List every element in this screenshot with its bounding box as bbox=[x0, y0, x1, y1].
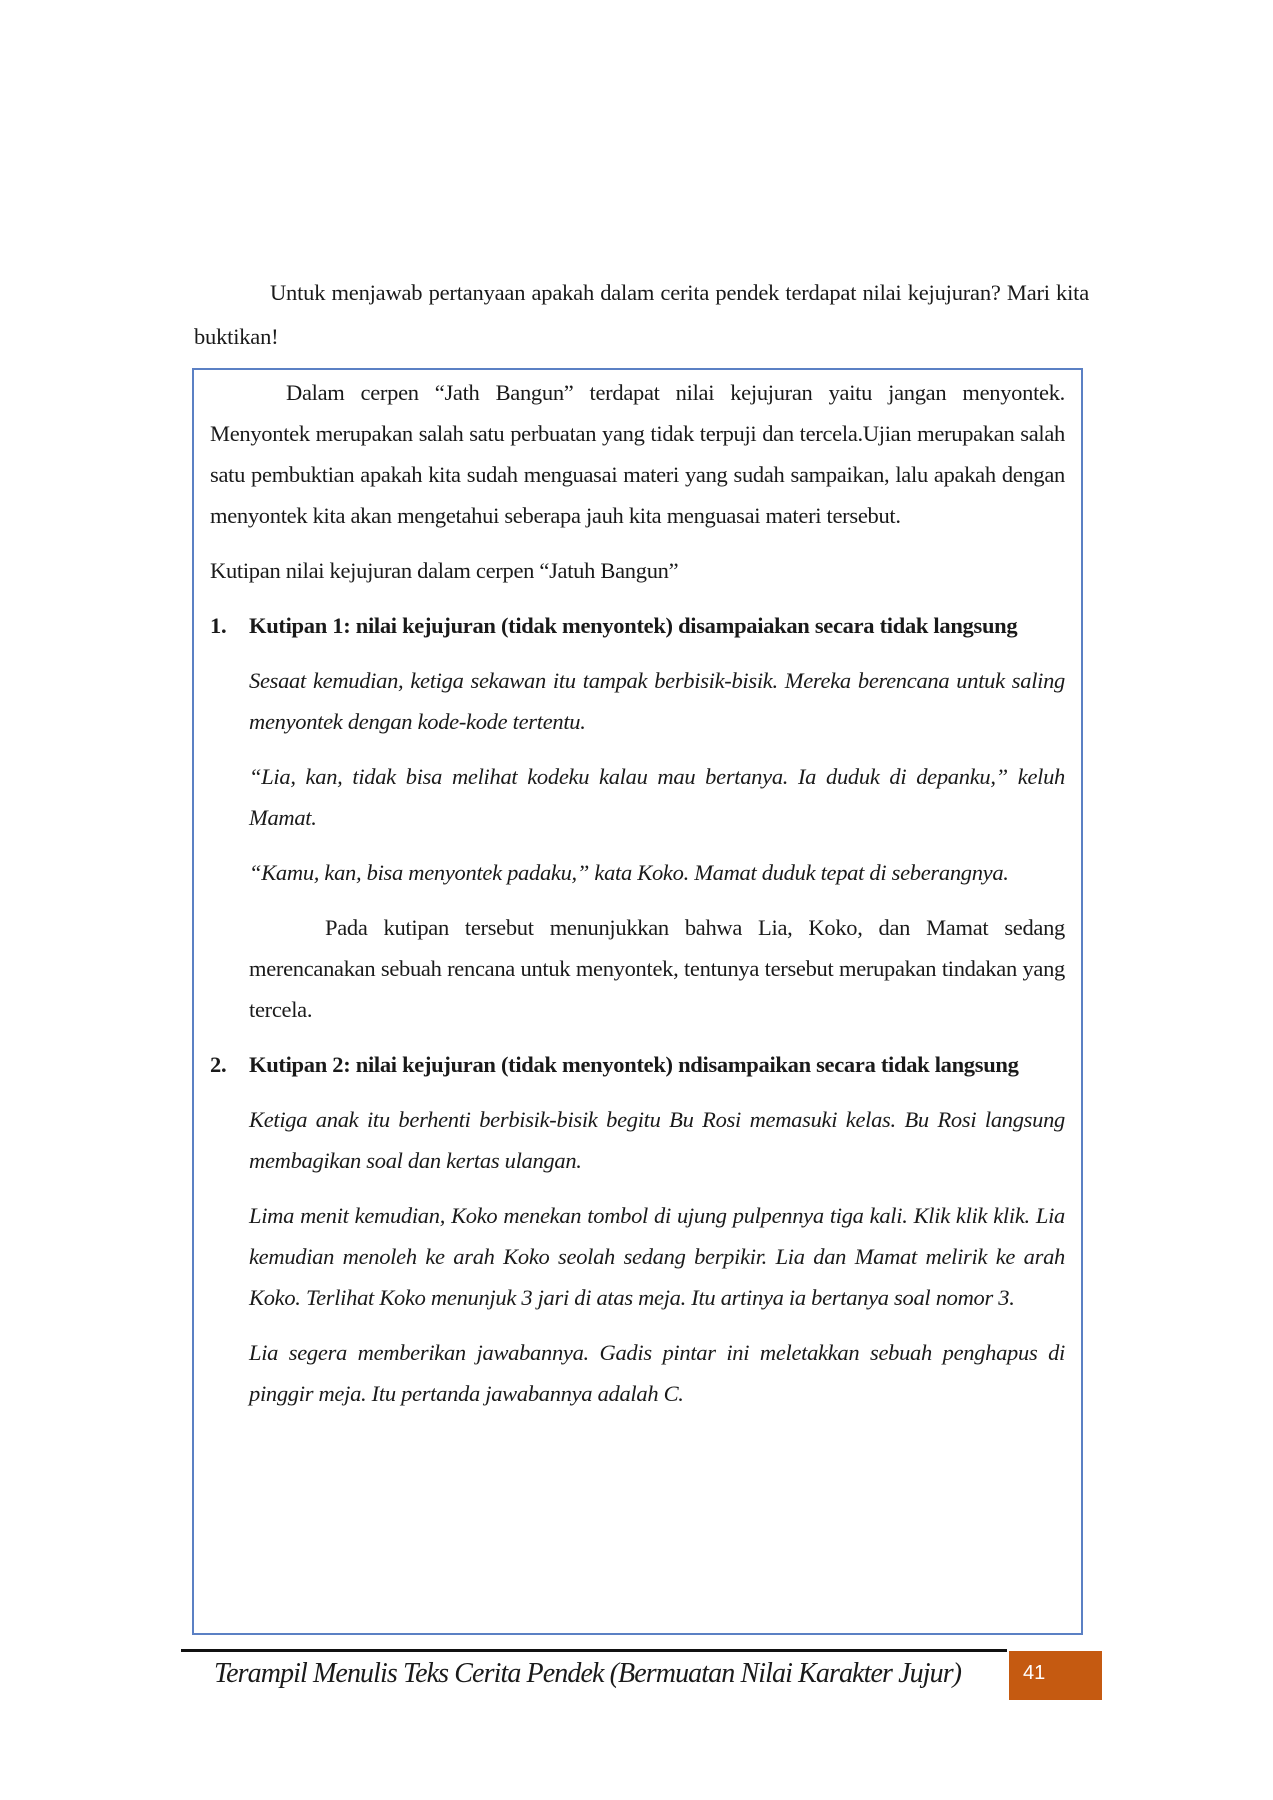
item-number: 2. bbox=[210, 1052, 227, 1077]
item-number: 1. bbox=[210, 613, 227, 638]
item-heading: Kutipan 2: nilai kejujuran (tidak menyontek) ndisampaikan secara tidak langsung bbox=[249, 1052, 1019, 1077]
quote: Ketiga anak itu berhenti berbisik-bisik begitu Bu Rosi memasuki kelas. Bu Rosi langsung membagikan soal dan kertas ulangan. bbox=[249, 1107, 1065, 1173]
quote: Sesaat kemudian, ketiga sekawan itu tampak berbisik-bisik. Mereka berencana untuk saling menyontek dengan kode-kode tertentu. bbox=[249, 668, 1065, 734]
item-heading: Kutipan 1: nilai kejujuran (tidak menyontek) disampaiakan secara tidak langsung bbox=[249, 613, 1018, 638]
page-number-badge: 41 bbox=[1009, 1651, 1102, 1700]
quote: Lima menit kemudian, Koko menekan tombol di ujung pulpennya tiga kali. Klik klik klik. Lia kemudian menoleh ke arah Koko seolah sedang berpikir. Lia dan Mamat melirik ke arah Koko. Terlihat Koko menunjuk 3 jari di atas meja. Itu artinya ia bertanya soal nomor 3. bbox=[249, 1203, 1065, 1310]
content-box bbox=[192, 368, 1083, 1635]
intro-text: Untuk menjawab pertanyaan apakah dalam cerita pendek terdapat nilai kejujuran? Mari kita buktikan! bbox=[194, 280, 1089, 349]
footer-divider bbox=[181, 1649, 1007, 1652]
footer-title: Terampil Menulis Teks Cerita Pendek (Bermuatan Nilai Karakter Jujur) bbox=[214, 1658, 962, 1689]
list-item-1 bbox=[210, 605, 1065, 646]
box-paragraph-1 bbox=[210, 372, 1065, 536]
explanation bbox=[249, 907, 1065, 1030]
intro-paragraph bbox=[194, 271, 1089, 359]
quote: “Kamu, kan, bisa menyontek padaku,” kata Koko. Mamat duduk tepat di seberangnya. bbox=[249, 860, 1009, 885]
quote: Lia segera memberikan jawabannya. Gadis pintar ini meletakkan sebuah penghapus di pinggir meja. Itu pertanda jawabannya adalah C. bbox=[249, 1340, 1065, 1406]
paragraph-text: Dalam cerpen “Jath Bangun” terdapat nilai kejujuran yaitu jangan menyontek. Menyontek merupakan salah satu perbuatan yang tidak terpuji dan tercela.Ujian merupakan salah satu pembuktian apakah kita sudah menguasai materi yang sudah sampaikan, lalu apakah dengan menyontek kita akan mengetahui seberapa jauh kita menguasai materi tersebut. bbox=[210, 380, 1065, 528]
explanation-text: Pada kutipan tersebut menunjukkan bahwa Lia, Koko, dan Mamat sedang merencanakan sebuah rencana untuk menyontek, tentunya tersebut merupakan tindakan yang tercela. bbox=[249, 915, 1065, 1022]
list-item-2 bbox=[210, 1044, 1065, 1085]
box-paragraph-2: Kutipan nilai kejujuran dalam cerpen “Jatuh Bangun” bbox=[210, 558, 679, 583]
quote: “Lia, kan, tidak bisa melihat kodeku kalau mau bertanya. Ia duduk di depanku,” keluh Mamat. bbox=[249, 764, 1065, 830]
